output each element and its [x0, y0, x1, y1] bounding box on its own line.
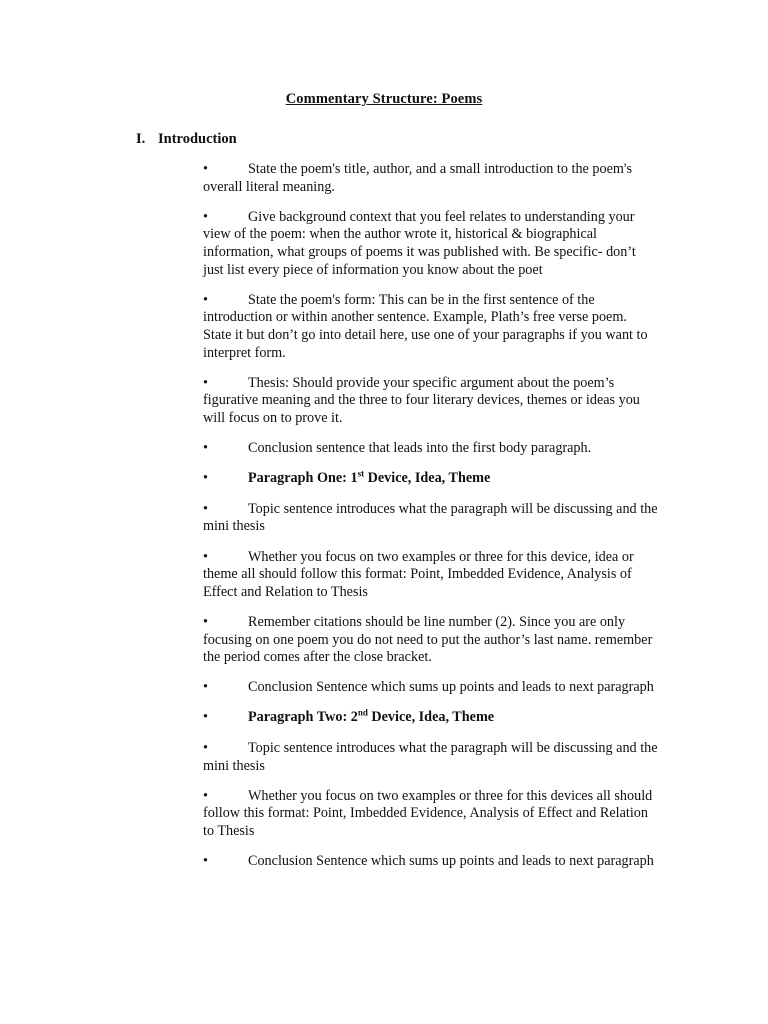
- bullet-icon: •: [203, 500, 208, 517]
- bullet-icon: •: [203, 679, 208, 696]
- bullet-text: Remember citations should be line number (2). Since you are only focusing on one poem you do not need to put the author’s last name. remember the period comes after the close bracket.: [203, 613, 653, 666]
- bullet-item: [203, 440, 658, 458]
- bullet-text: Whether you focus on two examples or three for this devices all should follow this format: Point, Imbedded Evidence, Analysis of Effect and Relation to Thesis: [203, 787, 653, 839]
- bullet-item: [203, 614, 658, 667]
- document-title: Commentary Structure: Poems: [285, 91, 483, 107]
- paragraph-heading-text: Paragraph Two: 2: [248, 709, 358, 726]
- bullet-item: [203, 788, 658, 841]
- paragraph-heading-item: [203, 470, 658, 488]
- bullet-item: [203, 853, 658, 871]
- bullet-icon: •: [203, 739, 208, 756]
- bullet-text: Topic sentence introduces what the paragraph will be discussing and the mini thesis: [203, 500, 658, 535]
- section-numeral: I.: [136, 131, 146, 147]
- bullet-icon: •: [203, 787, 208, 804]
- bullet-item: [203, 375, 658, 428]
- bullet-text: State the poem's form: This can be in the first sentence of the introduction or within another sentence. Example, Plath’s free verse poem. State it but don’t go into detail here, use one of your paragraphs if you want to interpret form.: [203, 291, 648, 361]
- bullet-item: [203, 292, 658, 362]
- bullet-item: [203, 679, 658, 697]
- section-heading: [136, 131, 237, 148]
- bullet-icon: •: [203, 374, 208, 391]
- paragraph-heading-text: Paragraph One: 1: [248, 470, 358, 487]
- bullet-item: [203, 161, 658, 196]
- bullet-icon: •: [203, 470, 208, 487]
- bullet-text: Topic sentence introduces what the paragraph will be discussing and the mini thesis: [203, 739, 658, 774]
- bullet-icon: •: [203, 709, 208, 726]
- bullet-text: State the poem's title, author, and a small introduction to the poem's overall literal meaning.: [203, 161, 632, 195]
- bullet-icon: •: [203, 548, 208, 565]
- bullet-text: Thesis: Should provide your specific argument about the poem’s figurative meaning and the three to four literary devices, themes or ideas you will focus on to prove it.: [203, 374, 640, 426]
- bullet-list: [203, 161, 658, 883]
- bullet-text: Whether you focus on two examples or three for this device, idea or theme all should follow this format: Point, Imbedded Evidence, Analysis of Effect and Relation to Thesis: [203, 548, 634, 600]
- paragraph-heading-rest: Device, Idea, Theme: [367, 709, 495, 726]
- bullet-text: Conclusion Sentence which sums up points and leads to next paragraph: [248, 679, 654, 696]
- bullet-icon: •: [203, 291, 208, 308]
- bullet-item: [203, 501, 658, 536]
- bullet-text: Conclusion sentence that leads into the first body paragraph.: [248, 440, 592, 457]
- bullet-icon: •: [203, 208, 208, 225]
- paragraph-heading-rest: Device, Idea, Theme: [364, 470, 491, 487]
- bullet-item: [203, 209, 658, 279]
- bullet-text: Conclusion Sentence which sums up points and leads to next paragraph: [248, 853, 654, 870]
- ordinal-suffix: st: [357, 468, 365, 479]
- ordinal-suffix: nd: [357, 707, 368, 718]
- bullet-text: Give background context that you feel relates to understanding your view of the poem: when the author wrote it, historical & biographical information, what groups of poems it was published with. Be specific- don’t just list every piece of information you know about the poet: [203, 208, 636, 278]
- section-heading-text: Introduction: [158, 131, 237, 147]
- bullet-icon: •: [203, 440, 208, 457]
- bullet-icon: •: [203, 613, 208, 630]
- paragraph-heading-item: [203, 709, 658, 727]
- bullet-item: [203, 740, 658, 775]
- bullet-item: [203, 549, 658, 602]
- bullet-icon: •: [203, 853, 208, 870]
- bullet-icon: •: [203, 161, 208, 177]
